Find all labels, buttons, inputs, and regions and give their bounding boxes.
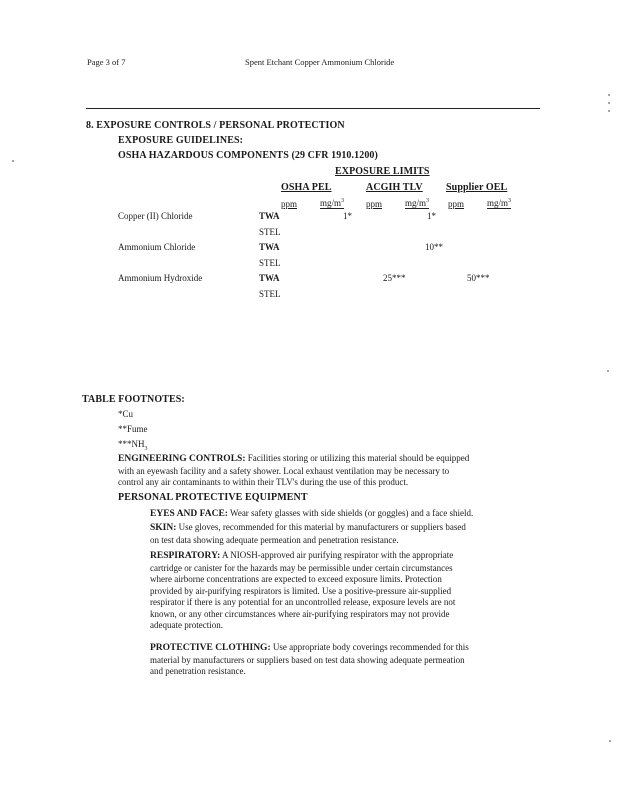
ppe-clothing <box>150 642 469 678</box>
skin-line: Use gloves, recommended for this material by manufacturers or suppliers based <box>178 522 466 532</box>
acgih-mg-value: 10** <box>425 242 443 252</box>
table-row-type: STEL <box>259 258 281 268</box>
footnotes-title: TABLE FOOTNOTES: <box>82 394 185 405</box>
respiratory-line: A NIOSH-approved air purifying respirator with the appropriate <box>222 550 454 560</box>
scan-speck <box>608 110 610 112</box>
respiratory-line: provided by air-purifying respirators is limited. Use a positive-pressure air-supplied <box>150 585 452 596</box>
skin-lead: SKIN: <box>150 523 177 533</box>
ppe-title: PERSONAL PROTECTIVE EQUIPMENT <box>118 492 308 503</box>
footnote-item: $***NH_3$ <box>118 439 148 452</box>
acgih-ppm-value: 25*** <box>383 273 406 283</box>
respiratory-lead: RESPIRATORY: <box>150 551 221 561</box>
clothing-line: material by manufacturers or suppliers based on test data showing adequate permeation <box>150 654 465 665</box>
eyes-line: Wear safety glasses with side shields (or goggles) and a face shield. <box>230 508 474 518</box>
col-supplier-oel: Supplier OEL <box>446 182 508 193</box>
unit-acgih-ppm: ppm <box>366 199 383 209</box>
scan-speck <box>609 740 611 742</box>
respiratory-line: respirator if there is any potential for an uncontrolled release, exposure levels are not <box>150 597 456 607</box>
clothing-lead: PROTECTIVE CLOTHING: <box>150 643 271 653</box>
header-rule <box>86 108 540 109</box>
scan-speck <box>608 102 610 104</box>
table-row-name: Copper (II) Chloride <box>118 211 193 221</box>
unit-supplier-ppm: ppm <box>448 199 465 209</box>
ppe-skin <box>150 522 466 546</box>
respiratory-line: adequate protection. <box>150 620 223 630</box>
page-number: Page 3 of 7 <box>87 57 126 67</box>
table-row-name: Ammonium Hydroxide <box>118 273 203 283</box>
scan-speck <box>608 94 610 96</box>
ppe-respiratory <box>150 550 455 632</box>
respiratory-line: where airborne concentrations are expected to exceed exposure limits. Protection <box>150 574 442 584</box>
unit-acgih-mg: $mg/m^3$ <box>405 198 430 208</box>
ppe-eyes <box>150 508 473 521</box>
exposure-guidelines-heading: EXPOSURE GUIDELINES: <box>118 135 244 146</box>
engineering-line: Facilities storing or utilizing this material should be equipped <box>247 453 470 463</box>
footnote-item: *Cu <box>118 409 134 419</box>
acgih-mg-value: 1* <box>427 211 436 221</box>
table-row-type: TWA <box>259 211 280 221</box>
table-row-type: TWA <box>259 273 280 283</box>
osha-mg-value: 1* <box>343 211 352 221</box>
exposure-limits-header: EXPOSURE LIMITS <box>335 166 430 177</box>
unit-supplier-mg: $mg/m^3$ <box>487 198 512 208</box>
col-acgih-tlv: ACGIH TLV <box>366 182 423 193</box>
engineering-line: control any air contaminants to within their TLV's during the use of this product. <box>118 477 409 487</box>
unit-osha-mg: $mg/m^3$ <box>320 198 345 208</box>
unit-osha-ppm: ppm <box>281 199 298 209</box>
table-row-type: TWA <box>259 242 280 252</box>
skin-line: on test data showing adequate permeation and penetration resistance. <box>150 534 399 545</box>
clothing-line: and penetration resistance. <box>150 666 246 676</box>
respiratory-line: cartridge or canister for the hazards may be permissible under certain circumstances <box>150 562 453 573</box>
engineering-line: with an eyewash facility and a safety shower. Local exhaust ventilation may be necessary to <box>118 465 450 476</box>
table-row-name: Ammonium Chloride <box>118 242 196 252</box>
footnote-item: **Fume <box>118 424 148 434</box>
document-title: Spent Etchant Copper Ammonium Chloride <box>245 57 395 67</box>
clothing-line: Use appropriate body coverings recommended for this <box>272 642 469 652</box>
engineering-controls-lead: ENGINEERING CONTROLS: <box>118 454 246 464</box>
scan-speck <box>607 370 609 372</box>
col-osha-pel: OSHA PEL <box>281 182 332 193</box>
engineering-controls <box>118 453 469 489</box>
supplier-ppm-value: 50*** <box>467 273 490 283</box>
osha-components-heading: OSHA HAZARDOUS COMPONENTS (29 CFR 1910.1200) <box>118 150 378 161</box>
section-title: 8. EXPOSURE CONTROLS / PERSONAL PROTECTION <box>86 120 345 131</box>
scan-speck <box>12 160 14 162</box>
respiratory-line: known, or any other circumstances where air-purifying respirators may not provide <box>150 608 450 619</box>
table-row-type: STEL <box>259 227 281 237</box>
table-row-type: STEL <box>259 289 281 299</box>
eyes-lead: EYES AND FACE: <box>150 509 228 519</box>
